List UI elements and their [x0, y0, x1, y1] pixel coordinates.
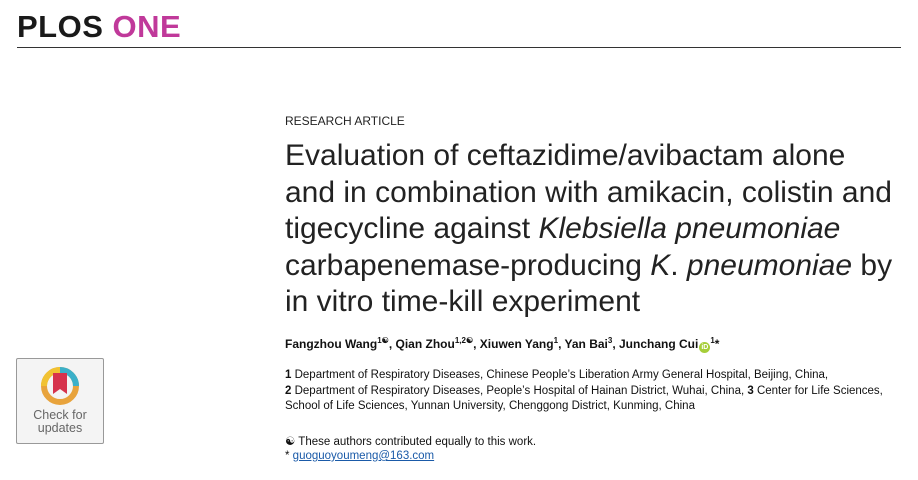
crossmark-icon	[38, 364, 82, 408]
article-title	[285, 138, 900, 321]
author-name: Qian Zhou	[395, 337, 455, 351]
author-name: Fangzhou Wang	[285, 337, 378, 351]
corresponding-email-line	[285, 450, 434, 462]
title-line-1: Evaluation of ceftazidime/avibactam alone	[285, 139, 846, 172]
journal-logo[interactable]	[17, 9, 181, 45]
author-list	[285, 337, 719, 353]
title-genus-abbrev: K	[650, 248, 671, 282]
affiliation-text: Department of Respiratory Diseases, Chinese People’s Liberation Army General Hospital, Beijing, China,	[291, 369, 829, 381]
author-affiliation-mark: 1☯	[377, 336, 389, 345]
author-affiliation-mark: 1,2☯	[454, 336, 474, 345]
badge-label	[17, 409, 103, 435]
title-species: Klebsiella pneumoniae	[538, 212, 841, 245]
check-for-updates-badge[interactable]	[16, 358, 104, 444]
author-separator: ,	[612, 337, 619, 351]
affiliation-number: 3	[747, 384, 754, 397]
author-name: Xiuwen Yang	[479, 337, 554, 351]
title-line-4: carbapenemase-producing	[285, 248, 651, 282]
orcid-icon[interactable]: iD	[701, 344, 709, 351]
affiliation-text: Center for Life Sciences, School of Life Sciences, Yunnan University, Chenggong District, Kunming, China	[285, 384, 883, 412]
header-divider	[17, 47, 901, 48]
author-affiliation-mark: 3	[607, 336, 613, 345]
corresponding-author-mark: *	[714, 337, 720, 351]
author-separator: ,	[388, 337, 396, 351]
title-by: by	[852, 248, 893, 282]
section-label: RESEARCH ARTICLE	[285, 114, 405, 128]
badge-line-2: updates	[37, 421, 83, 435]
author-affiliation-mark: 1	[553, 336, 559, 345]
journal-logo-one: ONE	[112, 9, 182, 44]
author-name: Junchang Cui	[619, 337, 699, 351]
author-affiliation-mark: 1	[710, 336, 715, 345]
title-line-3: tigecycline against	[285, 212, 539, 245]
affiliation-number: 2	[285, 384, 292, 397]
author-name: Yan Bai	[564, 337, 608, 351]
affiliation-text: Department of Respiratory Diseases, People’s Hospital of Hainan District, Wuhai, China,	[291, 384, 748, 397]
email-marker: *	[285, 450, 293, 462]
equal-contribution-note: ☯ These authors contributed equally to this work.	[285, 436, 537, 448]
affiliation-number: 1	[285, 369, 292, 381]
badge-line-1: Check for	[33, 408, 87, 422]
title-line-5: in vitro time-kill experiment	[285, 285, 641, 318]
author-separator: ,	[473, 337, 480, 351]
title-line-2: and in combination with amikacin, colistin and	[285, 175, 892, 209]
author-separator: ,	[558, 337, 565, 351]
affiliations	[285, 368, 900, 415]
title-species-short: pneumoniae	[686, 248, 853, 282]
title-dot: .	[670, 248, 687, 282]
email-link[interactable]: guoguoyoumeng@163.com	[292, 450, 435, 462]
journal-logo-plos: PLOS	[17, 9, 104, 44]
